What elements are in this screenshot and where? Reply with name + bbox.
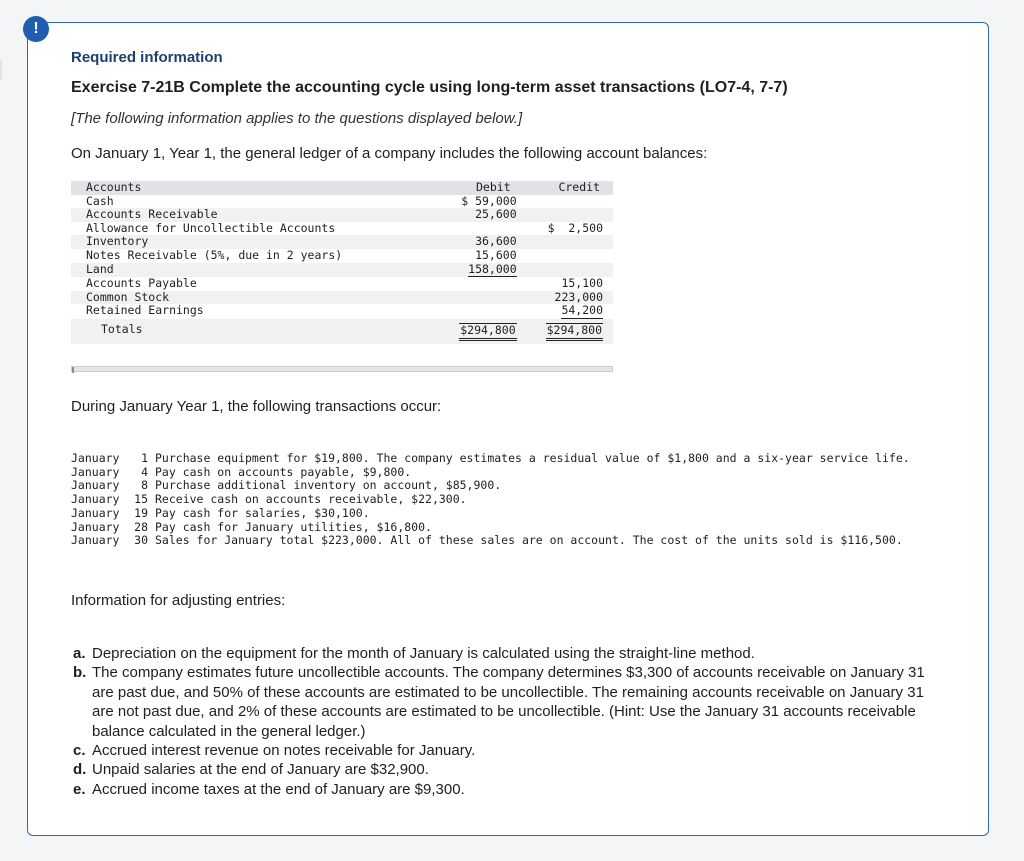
list-item <box>73 760 933 779</box>
credit-value <box>522 263 613 278</box>
credit-value: 223,000 <box>522 291 613 305</box>
adjusting-entries-heading: Information for adjusting entries: <box>71 592 286 609</box>
credit-underlined-value: 54,200 <box>561 303 603 318</box>
transactions-intro: During January Year 1, the following transactions occur: <box>71 398 442 415</box>
credit-value <box>522 304 613 319</box>
table-row <box>71 249 613 263</box>
transaction-description: Pay cash on accounts payable, $9,800. <box>155 464 412 479</box>
list-item <box>73 741 933 760</box>
transaction-month: January <box>71 451 120 465</box>
credit-value: 15,100 <box>561 276 603 291</box>
debit-value <box>432 304 521 319</box>
list-item <box>71 507 981 521</box>
item-letter: c. <box>73 742 86 760</box>
transaction-day: 4 <box>141 464 148 479</box>
item-text: The company estimates future uncollectible accounts. The company determines $3,300 of accounts receivable on January 31 are past due, and 50% of these accounts are estimated to be uncollectible. The remaining accounts receivable on January 31 are not past due, and 2% of these accounts are estimated to be uncollectible. (Hint: Use the January 31 accounts receivable balance calculated in the general ledger.) <box>92 664 925 740</box>
totals-label: Totals <box>71 319 432 344</box>
transaction-day: 1 <box>141 451 148 465</box>
debit-underlined-value: 158,000 <box>468 261 517 276</box>
account-name: Accounts Receivable <box>71 208 432 222</box>
transaction-day: 15 <box>134 492 148 507</box>
item-text: Accrued income taxes at the end of January are $9,300. <box>92 780 465 798</box>
debit-value <box>432 291 521 305</box>
transaction-description: Pay cash for January utilities, $16,800. <box>155 519 432 534</box>
debit-total <box>432 319 521 344</box>
credit-total-value: $294,800 <box>546 323 603 341</box>
list-item <box>73 663 933 741</box>
transaction-month: January <box>71 519 120 534</box>
account-name: Common Stock <box>71 291 432 305</box>
debit-value: 15,600 <box>475 247 517 262</box>
transaction-month: January <box>71 492 120 507</box>
list-item <box>71 479 981 493</box>
transaction-month: January <box>71 478 120 493</box>
account-name: Retained Earnings <box>86 303 204 318</box>
account-name: Land <box>71 263 432 278</box>
transaction-description: Sales for January total $223,000. All of these sales are on account. The cost of the units sold is $116,500. <box>155 533 903 548</box>
credit-value <box>522 249 613 263</box>
transaction-day: 19 <box>134 505 148 520</box>
transaction-description: Pay cash for salaries, $30,100. <box>155 505 370 520</box>
table-row <box>71 263 613 278</box>
transaction-description: Purchase equipment for $19,800. The company estimates a residual value of $1,800 and a six-year service life. <box>155 451 910 465</box>
header-debit: Debit <box>432 181 521 195</box>
page-edge-divider <box>0 60 2 80</box>
item-text: Accrued interest revenue on notes receivable for January. <box>92 742 476 760</box>
account-name: Cash <box>86 193 114 208</box>
debit-total-value: $294,800 <box>459 323 516 341</box>
debit-value <box>432 277 521 291</box>
credit-value <box>522 235 613 249</box>
debit-value: 36,600 <box>432 235 521 249</box>
transactions-list <box>71 452 981 548</box>
item-letter: b. <box>73 664 87 682</box>
required-information-label: Required information <box>71 49 223 66</box>
adjusting-entries-list <box>73 644 933 799</box>
table-horizontal-scrollbar[interactable] <box>71 366 613 372</box>
totals-row <box>71 319 613 344</box>
transaction-description: Purchase additional inventory on account, $85,900. <box>155 478 502 493</box>
scrollbar-thumb[interactable] <box>72 367 74 373</box>
alert-icon: ! <box>23 16 49 42</box>
transaction-day: 30 <box>134 533 148 548</box>
transaction-day: 8 <box>141 478 148 493</box>
intro-text: On January 1, Year 1, the general ledger of a company includes the following account balances: <box>71 145 708 162</box>
item-letter: d. <box>73 761 87 779</box>
transaction-description: Receive cash on accounts receivable, $22,300. <box>155 492 467 507</box>
transaction-month: January <box>71 505 120 520</box>
exercise-title: Exercise 7-21B Complete the accounting cycle using long-term asset transactions (LO7-4, 7-7) <box>71 79 788 96</box>
transaction-month: January <box>71 464 120 479</box>
account-name: Inventory <box>71 235 432 249</box>
required-information-card <box>27 22 989 836</box>
item-letter: a. <box>73 645 86 662</box>
table-row <box>71 277 613 291</box>
table-header-row <box>71 181 613 195</box>
table-row <box>71 304 613 319</box>
table-row <box>71 195 613 209</box>
account-name: Accounts Payable <box>86 276 197 291</box>
debit-value <box>432 263 521 278</box>
credit-value <box>522 195 613 209</box>
transaction-month: January <box>71 533 120 548</box>
table-row <box>71 208 613 222</box>
credit-value <box>522 208 613 222</box>
list-item <box>71 452 981 466</box>
item-text: Unpaid salaries at the end of January are $32,900. <box>92 761 429 779</box>
header-accounts: Accounts <box>71 181 432 195</box>
item-letter: e. <box>73 780 86 798</box>
credit-value: $ 2,500 <box>547 220 603 235</box>
credit-total <box>522 319 613 344</box>
header-credit: Credit <box>522 181 613 195</box>
table-row <box>71 291 613 305</box>
account-balances-table <box>71 181 613 344</box>
table-row <box>71 235 613 249</box>
debit-value: $ 59,000 <box>461 193 517 208</box>
next-section-strip <box>0 851 1024 861</box>
table-row <box>71 222 613 236</box>
list-item <box>71 493 981 507</box>
list-item <box>73 780 933 799</box>
debit-value: 25,600 <box>432 208 521 222</box>
account-name: Allowance for Uncollectible Accounts <box>86 220 336 235</box>
transaction-day: 28 <box>134 519 148 534</box>
account-name: Notes Receivable (5%, due in 2 years) <box>86 247 343 262</box>
applies-note: [The following information applies to the questions displayed below.] <box>71 110 523 127</box>
list-item <box>73 644 933 663</box>
list-item <box>71 521 981 535</box>
debit-value <box>432 222 521 236</box>
list-item <box>71 466 981 480</box>
list-item <box>71 534 981 548</box>
item-text: Depreciation on the equipment for the month of January is calculated using the straight-line method. <box>92 645 755 662</box>
